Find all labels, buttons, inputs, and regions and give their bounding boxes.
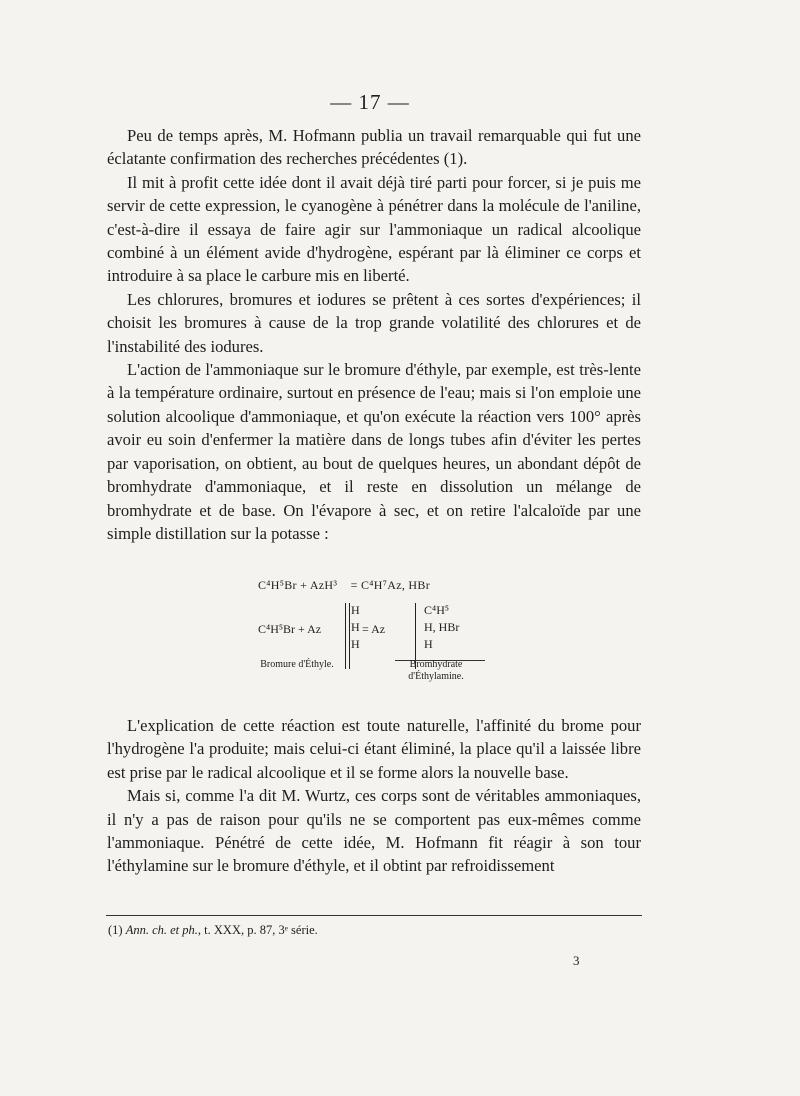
paragraph-2: Il mit à profit cette idée dont il avait déjà tiré parti pour forcer, si je puis me servir de cette expression, le cyanogène à pénétrer dans la molécule de l'aniline, c'est-à-dire il essaya de faire agir sur l'ammoniaque un radical alcoolique combiné à un élément avide d'hydrogène, espérant par là éliminer ce corps et introduire à sa place le carbure mis en liberté. xyxy=(107,172,641,286)
scheme-bracket xyxy=(345,603,350,669)
paragraph-5: L'explication de cette réaction est toute naturelle, l'affinité du brome pour l'hydrogène l'a produite; mais celui-ci étant éliminé, la place qu'il a laissée libre est prise par le radical alcoolique et il se forme alors la nouvelle base. xyxy=(107,716,641,782)
formula-left: C⁴H⁵Br + AzH³ xyxy=(258,578,338,592)
caption-ethyl-bromide: Bromure d'Éthyle. xyxy=(260,659,334,670)
main-text xyxy=(107,124,641,545)
caption-ethylamine-hydrobromide: Bromhydrate d'Éthylamine. xyxy=(408,659,464,682)
scheme-h-column xyxy=(351,602,360,653)
scheme-lhs: C⁴H⁵Br + Az xyxy=(258,622,322,636)
paragraph-4: L'action de l'ammoniaque sur le bromure d'éthyle, par exemple, est très-lente à la température ordinaire, surtout en présence de l'eau; mais si l'on emploie une solution alcoolique d'ammoniaque, et qu'on exécute la réaction vers 100° après avoir eu soin d'enfermer la matière dans de longs tubes afin d'éviter les pertes par vaporisation, on obtient, au bout de quelques heures, un abondant dépôt de bromhydrate d'ammoniaque, et il reste en dissolution un mélange de bromhydrate et de base. On l'évapore à sec, et on retire l'alcaloïde par une simple distillation sur la potasse : xyxy=(107,360,641,543)
paragraph-1: Peu de temps après, M. Hofmann publia un travail remarquable qui fut une éclatante confirmation des recherches précédentes (1). xyxy=(107,126,641,169)
page-number: — 17 — xyxy=(330,90,410,114)
paragraph-6: Mais si, comme l'a dit M. Wurtz, ces corps sont de véritables ammoniaques, il n'y a pas de raison pour qu'ils ne se comportent pas eux-mêmes comme l'ammoniaque. Pénétré de cette idée, M. Hofmann fit réagir à son tour l'éthylamine sur le bromure d'éthyle, et il obtint par refroidissement xyxy=(107,786,641,876)
scheme-rhs-column xyxy=(424,602,459,653)
scheme-rhs: C⁴H⁵ xyxy=(424,603,450,617)
formula-right: = C⁴H⁷Az, HBr xyxy=(350,578,430,592)
footnote-divider xyxy=(106,915,642,916)
footnote-marker: (1) xyxy=(108,923,123,937)
scheme-rhs: H, HBr xyxy=(424,620,460,634)
paragraph-3: Les chlorures, bromures et iodures se prêtent à ces sortes d'expériences; il choisit les bromures à cause de la trop grande volatilité des chlorures et de l'instabilité des iodures. xyxy=(107,289,641,356)
scheme-equals: = Az xyxy=(362,622,386,636)
main-text-continued xyxy=(107,714,641,878)
footnote-journal: Ann. ch. et ph. xyxy=(125,923,198,937)
footnote xyxy=(108,923,318,938)
scheme-h: H xyxy=(351,620,360,634)
scheme-h: H xyxy=(351,637,360,651)
reaction-formula xyxy=(258,578,430,593)
footnote-reference: , t. XXX, p. 87, 3ᵉ série. xyxy=(197,923,318,937)
scheme-h: H xyxy=(351,603,360,617)
scheme-rhs: H xyxy=(424,637,433,651)
signature-mark: 3 xyxy=(573,953,580,968)
